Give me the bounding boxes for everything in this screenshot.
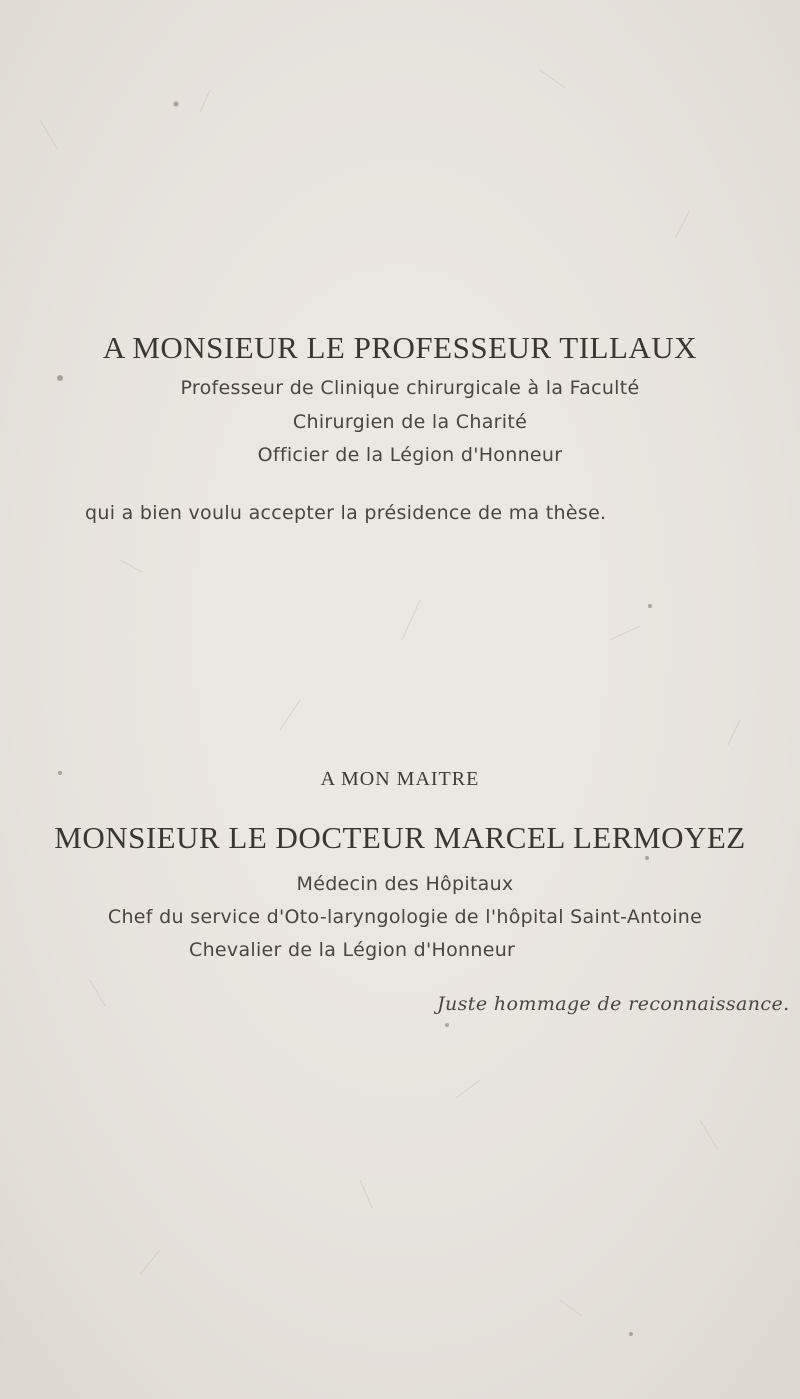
dedication-title-tillaux: A MONSIEUR LE PROFESSEUR TILLAUX bbox=[102, 330, 698, 365]
a-mon-maitre-heading: A MON MAITRE bbox=[320, 768, 480, 790]
lermoyez-title-line-3: Chevalier de la Légion d'Honneur bbox=[189, 939, 516, 961]
closing-homage: Juste hommage de reconnaissance. bbox=[437, 993, 790, 1015]
lermoyez-title-line-2: Chef du service d'Oto-laryngologie de l'hôpital Saint-Antoine bbox=[107, 906, 703, 928]
presidency-thanks: qui a bien voulu accepter la présidence de ma thèse. bbox=[85, 502, 607, 524]
lermoyez-title-line-1: Médecin des Hôpitaux bbox=[296, 873, 514, 895]
tillaux-title-line-1: Professeur de Clinique chirurgicale à la Faculté bbox=[180, 377, 640, 399]
tillaux-title-line-2: Chirurgien de la Charité bbox=[292, 411, 528, 433]
tillaux-title-line-3: Officier de la Légion d'Honneur bbox=[257, 444, 563, 466]
dedication-title-lermoyez: MONSIEUR LE DOCTEUR MARCEL LERMOYEZ bbox=[54, 820, 746, 855]
